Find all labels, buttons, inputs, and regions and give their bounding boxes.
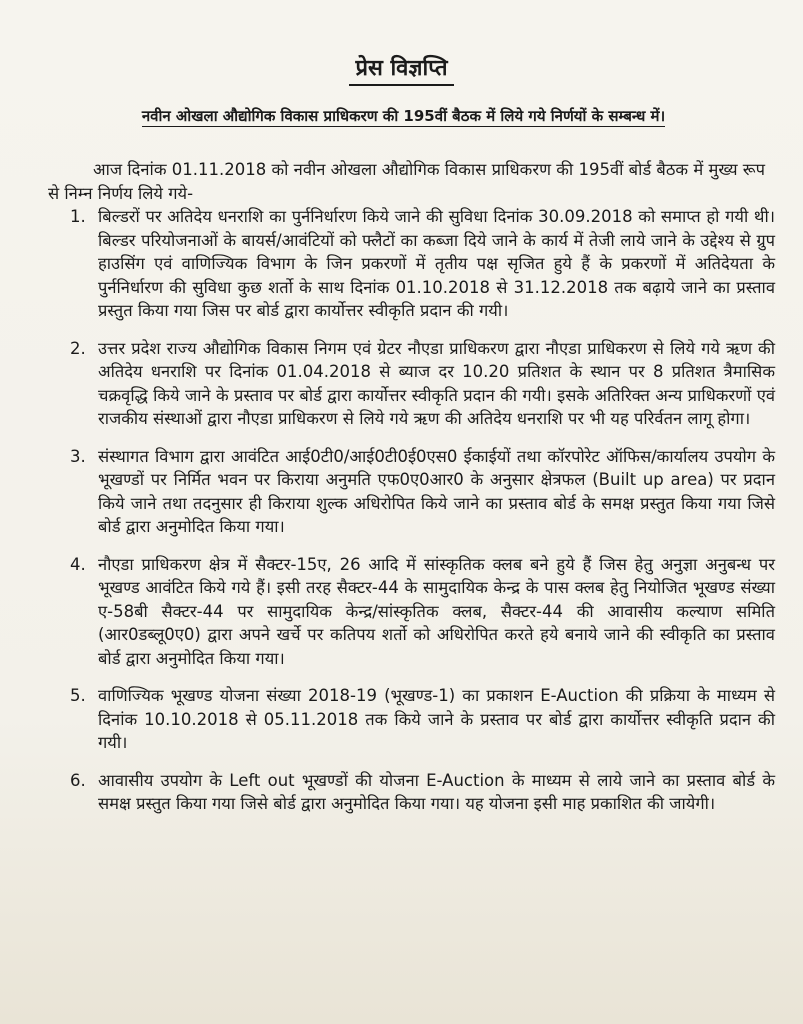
subject-text: नवीन ओखला औद्योगिक विकास प्राधिकरण की 195वीं बैठक में लिये गये निर्णयों के सम्बन्ध में।: [141, 107, 666, 125]
decision-item-3: [70, 445, 775, 539]
decision-item-2: [70, 337, 775, 431]
decision-number: 3.: [70, 446, 86, 466]
decision-number: 1.: [70, 207, 86, 226]
decision-number: 2.: [70, 338, 86, 358]
decision-text: वाणिज्यिक भूखण्ड योजना संख्या 2018-19 (भूखण्ड-1) का प्रकाशन E-Auction की प्रक्रिया के माध्यम से दिनांक 10.10.2018 से 05.11.2018 तक किये जाने के प्रस्ताव पर बोर्ड द्वारा कार्योत्तर स्वीकृति प्रदान की गयी।: [98, 686, 775, 752]
intro-paragraph: आज दिनांक 01.11.2018 को नवीन ओखला औद्योगिक विकास प्राधिकरण की 195वीं बोर्ड बैठक में मुख्य रूप से निम्न निर्णय लिये गये-: [48, 160, 765, 203]
decision-number: 5.: [70, 686, 86, 705]
decision-text: बिल्डरों पर अतिदेय धनराशि का पुर्ननिर्धारण किये जाने की सुविधा दिनांक 30.09.2018 को समाप्त हो गयी थी। बिल्डर परियोजनाओं के बायर्स/आवंटियों को फ्लैटों का कब्जा दिये जाने के कार्य में तेजी लाये जाने के उद्देश्य से ग्रुप हाउसिंग एवं वाणिज्यिक विभाग के जिन प्रकरणों में तृतीय पक्ष सृजित हुये हैं के प्रकरणों में अतिदेयता के पुर्ननिर्धारण की सुविधा कुछ शर्तो के साथ दिनांक 01.10.2018 से 31.12.2018 तक बढ़ाये जाने का प्रस्ताव प्रस्तुत किया गया जिस पर बोर्ड द्वारा कार्योत्तर स्वीकृति प्रदान की गयी।: [98, 207, 775, 320]
decision-text: उत्तर प्रदेश राज्य औद्योगिक विकास निगम एवं ग्रेटर नौएडा प्राधिकरण द्वारा नौएडा प्राधिकरण से लिये गये ऋण की अतिदेय धनराशि पर दिनांक 01.04.2018 से ब्याज दर 10.20 प्रतिशत के स्थान पर 8 प्रतिशत त्रैमासिक चक्रवृद्धि किये जाने के प्रस्ताव पर बोर्ड द्वारा कार्योत्तर स्वीकृति प्रदान की गयी। इसके अतिरिक्त अन्य प्राधिकरणों एवं राजकीय संस्थाओं द्वारा नौएडा प्राधिकरण से लिये गये ऋण की अतिदेय धनराशि पर भी यह परिर्वतन लागू होगा।: [98, 338, 775, 428]
decision-item-6: [70, 769, 775, 816]
decision-text: आवासीय उपयोग के Left out भूखण्डों की योजना E-Auction के माध्यम से लाये जाने का प्रस्ताव बोर्ड के समक्ष प्रस्तुत किया गया जिसे बोर्ड द्वारा अनुमोदित किया गया। यह योजना इसी माह प्रकाशित की जायेगी।: [98, 770, 775, 813]
decision-item-1: [70, 205, 775, 323]
decision-item-4: [70, 553, 775, 671]
title-text: प्रेस विज्ञप्ति: [349, 52, 453, 86]
decision-text: संस्थागत विभाग द्वारा आवंटित आई0टी0/आई0टी0ई0एस0 ईकाईयों तथा कॉरपोरेट ऑफिस/कार्यालय उपयोग के भूखण्डों पर निर्मित भवन पर किराया अनुमति एफ0ए0आर0 के अनुसार क्षेत्रफल (Built up area) पर प्रदान किये जाने तथा तदनुसार ही किराया शुल्क अधिरोपित किये जाने का प्रस्ताव बोर्ड के समक्ष प्रस्तुत किया गया जिसे बोर्ड द्वारा अनुमोदित किया गया।: [98, 446, 775, 536]
subject-line: [28, 106, 779, 126]
decision-item-5: [70, 684, 775, 755]
decisions-list: [70, 205, 775, 830]
decision-text: नौएडा प्राधिकरण क्षेत्र में सैक्टर-15ए, 26 आदि में सांस्कृतिक क्लब बने हुये हैं जिस हेतु अनुज्ञा अनुबन्ध पर भूखण्ड आवंटित किये गये हैं। इसी तरह सैक्टर-44 के सामुदायिक केन्द्र के पास क्लब हेतु नियोजित भूखण्ड संख्या ए-58बी सैक्टर-44 पर सामुदायिक केन्द्र/सांस्कृतिक क्लब, सैक्टर-44 की आवासीय कल्याण समिति (आर0डब्लू0ए0) द्वारा अपने खर्चे पर कतिपय शर्तो को अधिरोपित करते हये बनाये जाने की स्वीकृति का प्रस्ताव बोर्ड द्वारा अनुमोदित किया गया।: [98, 554, 775, 668]
decision-number: 6.: [70, 770, 86, 790]
decision-number: 4.: [70, 554, 86, 574]
page-title: [0, 52, 803, 86]
